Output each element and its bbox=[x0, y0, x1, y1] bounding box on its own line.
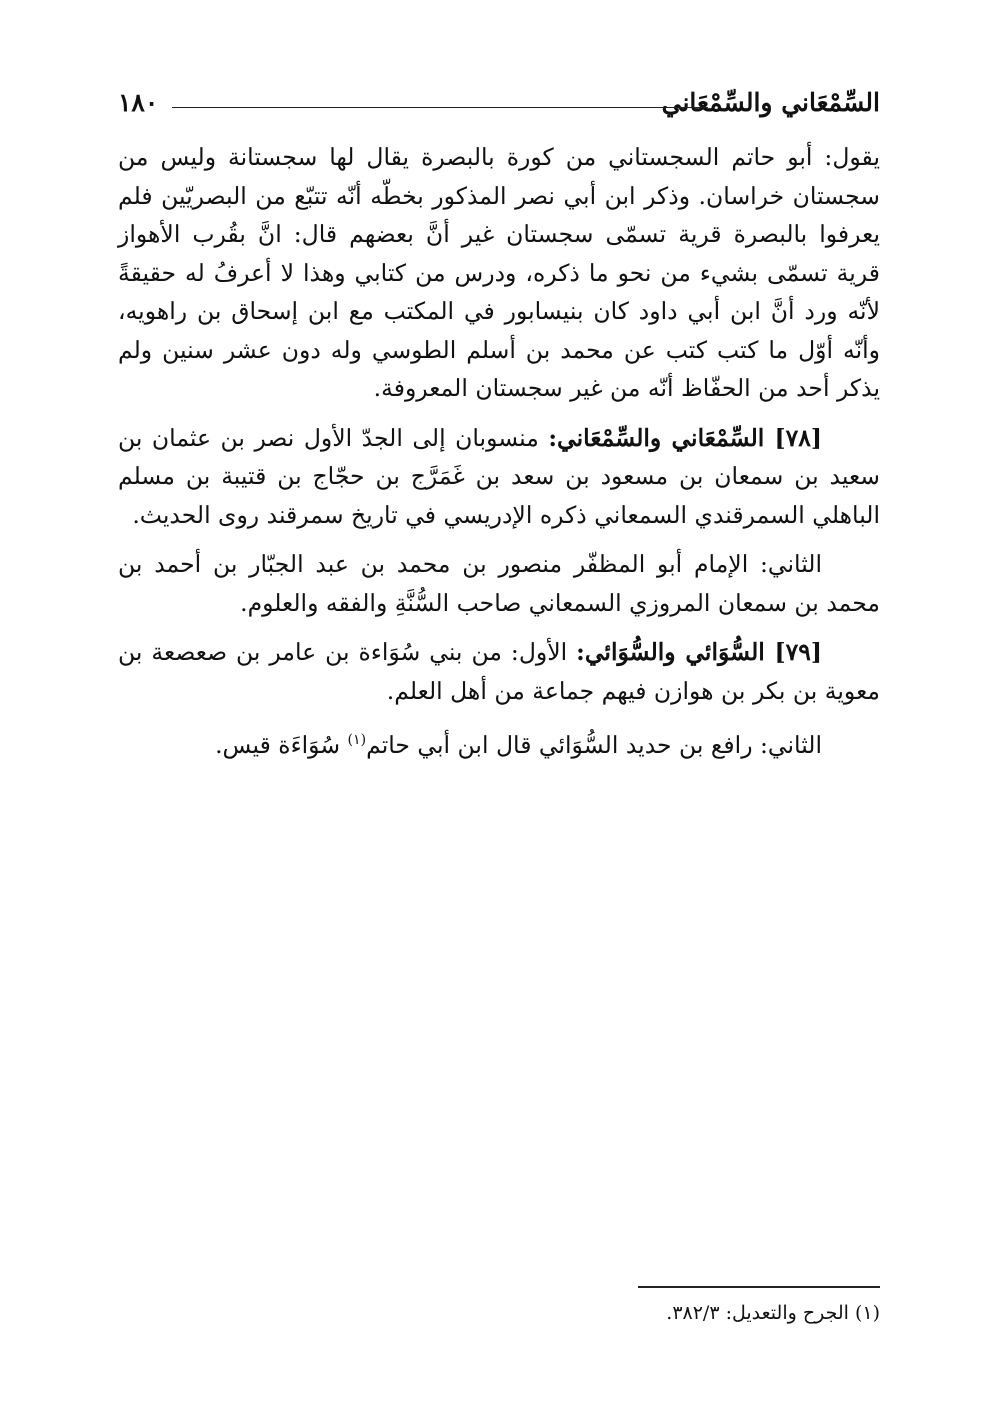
main-text bbox=[118, 138, 880, 775]
paragraph-text: يقول: أبو حاتم السجستاني من كورة بالبصرة يقال لها سجستانة وليس من سجستان خراسان. وذكر ابن أبي نصر المذكور بخطّه أنّه تتبّع من البصريّين فلم يعرفوا بالبصرة قرية تسمّى سجستان غير أنَّ بعضهم قال: انَّ بقُرب الأهواز قرية تسمّى بشيء من نحو ما ذكره، ودرس من كتابي وهذا لا أعرفُ له حقيقةً لأنّه ورد أنَّ ابن أبي داود كان بنيسابور في المكتب مع ابن إسحاق بن راهويه، وأنّه أوّل ما كتب كتب عن محمد بن أسلم الطوسي وله دون عشر سنين ولم يذكر أحد من الحفّاظ أنّه من غير سجستان المعروفة. bbox=[118, 143, 880, 402]
footnote: (١) الجرح والتعديل: ٣٨٢/٣. bbox=[666, 1302, 880, 1324]
page-number: ١٨٠ bbox=[118, 88, 159, 117]
footnote-divider bbox=[638, 1286, 880, 1288]
paragraph-text: الثاني: رافع بن حديد السُّوَائي قال ابن أبي حاتم bbox=[366, 730, 822, 759]
paragraph-second-samani bbox=[118, 545, 880, 622]
header-title: السِّمْعَاني والسِّمْعَاني bbox=[661, 88, 880, 117]
entry-heading: [٧٩] السُّوَائي والسُّوَائي: bbox=[576, 638, 822, 666]
header-rule bbox=[172, 107, 708, 108]
running-header bbox=[118, 88, 880, 124]
entry-79 bbox=[118, 633, 880, 710]
entry-78 bbox=[118, 419, 880, 535]
paragraph-text: الثاني: الإمام أبو المظفّر منصور بن محمد بن عبد الجبّار بن أحمد بن محمد بن سمعان المروزي السمعاني صاحب السُّنَّةِ والفقه والعلوم. bbox=[118, 550, 880, 617]
entry-text: منسوبان إلى الجدّ الأول نصر بن عثمان بن سعيد بن سمعان بن مسعود بن سعد بن غَمَرَّج بن حجّاج بن قتيبة بن مسلم الباهلي السمرقندي السمعاني ذكره الإدريسي في تاريخ سمرقند روى الحديث. bbox=[118, 423, 880, 529]
entry-heading: [٧٨] السِّمْعَاني والسِّمْعَاني: bbox=[548, 423, 823, 452]
paragraph-text-after: سُوَاءَة قيس. bbox=[215, 730, 348, 759]
paragraph-sijistani-note bbox=[118, 138, 880, 408]
entry-text: الأول: من بني سُوَاءة بن عامر بن صعصعة بن معوية بن بكر بن هوازن فيهم جماعة من أهل العلم. bbox=[118, 638, 880, 705]
paragraph-second-suwai bbox=[118, 721, 880, 764]
footnote-marker: (١) bbox=[347, 732, 367, 748]
